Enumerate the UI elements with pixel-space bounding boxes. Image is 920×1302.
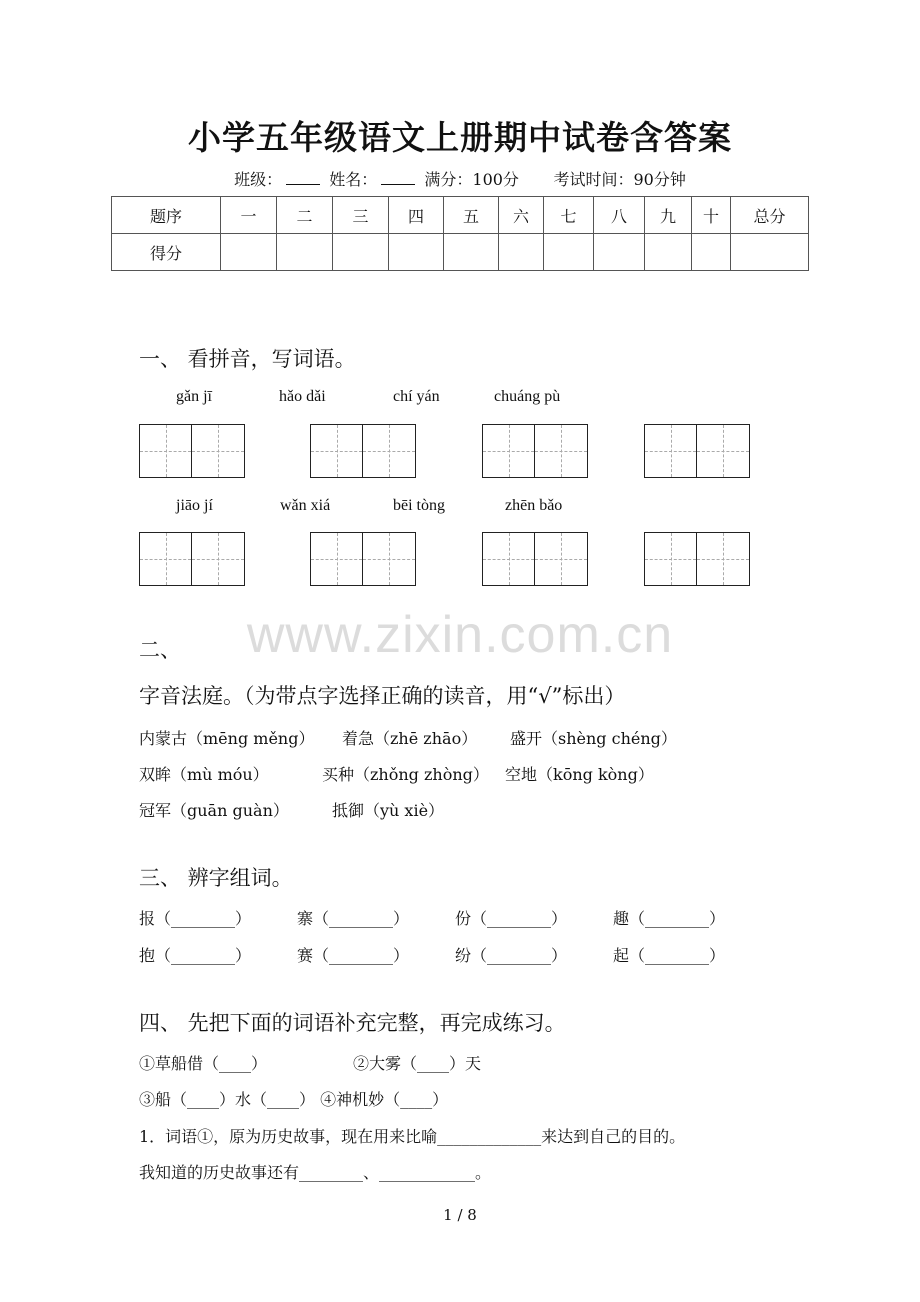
section4-heading: 四、 先把下面的词语补充完整，再完成练习。 bbox=[139, 1011, 566, 1035]
score-input-cell[interactable] bbox=[221, 234, 277, 271]
table-cell: 一 bbox=[221, 197, 277, 234]
idiom-item: ③船（____）水（____） ④神机妙（____） bbox=[139, 1090, 449, 1109]
score-input-cell[interactable] bbox=[444, 234, 499, 271]
page-title: 小学五年级语文上册期中试卷含答案 bbox=[188, 118, 732, 157]
table-cell: 七 bbox=[544, 197, 594, 234]
score-input-cell[interactable] bbox=[277, 234, 333, 271]
pronunciation-item: 买种（zhǒng zhòng） bbox=[322, 765, 489, 784]
full-score: 满分：100分 bbox=[424, 170, 519, 189]
exam-info bbox=[0, 167, 920, 190]
table-cell: 四 bbox=[389, 197, 444, 234]
pronunciation-item: 着急（zhē zhāo） bbox=[342, 729, 478, 748]
score-table-score-row bbox=[112, 234, 809, 271]
pronunciation-item: 内蒙古（mēng měng） bbox=[139, 729, 315, 748]
section1-heading: 一、 看拼音，写词语。 bbox=[139, 347, 356, 371]
word-group-item: 赛（________） bbox=[297, 946, 410, 965]
word-group-item: 纷（________） bbox=[455, 946, 568, 965]
word-group-item: 起（________） bbox=[613, 946, 726, 965]
name-label: 姓名： bbox=[329, 170, 378, 189]
table-cell: 得分 bbox=[112, 234, 221, 271]
exam-time: 考试时间：90分钟 bbox=[553, 170, 686, 189]
word-group-item: 寨（________） bbox=[297, 909, 410, 928]
section2-subheading: 字音法庭。（为带点字选择正确的读音，用“√”标出） bbox=[139, 684, 626, 708]
score-table bbox=[111, 196, 809, 271]
table-cell: 二 bbox=[277, 197, 333, 234]
pronunciation-item: 盛开（shèng chéng） bbox=[510, 729, 677, 748]
score-input-cell[interactable] bbox=[544, 234, 594, 271]
writing-grid[interactable] bbox=[482, 424, 588, 478]
pinyin-label: chí yán bbox=[393, 388, 440, 405]
score-table-header-row bbox=[112, 197, 809, 234]
word-group-item: 份（________） bbox=[455, 909, 568, 928]
score-input-cell[interactable] bbox=[731, 234, 809, 271]
pinyin-label: jiāo jí bbox=[176, 497, 213, 514]
word-group-item: 报（________） bbox=[139, 909, 252, 928]
score-input-cell[interactable] bbox=[333, 234, 389, 271]
score-input-cell[interactable] bbox=[389, 234, 444, 271]
name-blank bbox=[381, 170, 415, 185]
writing-grid[interactable] bbox=[139, 532, 245, 586]
watermark: www.zixin.com.cn bbox=[246, 606, 674, 664]
score-input-cell[interactable] bbox=[645, 234, 692, 271]
question-1: 1．词语①，原为历史故事，现在用来比喻_____________来达到自己的目的。 bbox=[139, 1127, 686, 1146]
pronunciation-item: 抵御（yù xiè） bbox=[332, 801, 445, 820]
pinyin-label: chuáng pù bbox=[494, 388, 561, 405]
idiom-item: ①草船借（____） bbox=[139, 1054, 268, 1073]
pinyin-label: zhēn bǎo bbox=[505, 497, 563, 514]
pinyin-label: wǎn xiá bbox=[280, 497, 331, 514]
pinyin-label: bēi tòng bbox=[393, 497, 445, 514]
writing-grid[interactable] bbox=[139, 424, 245, 478]
table-cell: 十 bbox=[692, 197, 731, 234]
class-blank bbox=[286, 170, 320, 185]
writing-grid[interactable] bbox=[482, 532, 588, 586]
word-group-item: 抱（________） bbox=[139, 946, 252, 965]
idiom-item: ②大雾（____）天 bbox=[353, 1054, 482, 1073]
section2-heading: 二、 bbox=[139, 638, 181, 662]
table-cell: 六 bbox=[499, 197, 544, 234]
word-group-item: 趣（________） bbox=[613, 909, 726, 928]
writing-grid[interactable] bbox=[644, 424, 750, 478]
score-input-cell[interactable] bbox=[499, 234, 544, 271]
writing-grid[interactable] bbox=[644, 532, 750, 586]
table-cell: 总分 bbox=[731, 197, 809, 234]
pronunciation-item: 双眸（mù móu） bbox=[139, 765, 269, 784]
pinyin-label: hǎo dǎi bbox=[279, 388, 326, 405]
question-1-continued: 我知道的历史故事还有________、____________。 bbox=[139, 1163, 492, 1182]
page-number: 1 / 8 bbox=[443, 1206, 477, 1224]
pinyin-label: gǎn jī bbox=[176, 388, 212, 405]
table-cell: 九 bbox=[645, 197, 692, 234]
pronunciation-item: 冠军（guān guàn） bbox=[139, 801, 289, 820]
table-cell: 八 bbox=[594, 197, 645, 234]
section3-heading: 三、 辨字组词。 bbox=[139, 866, 293, 890]
writing-grid[interactable] bbox=[310, 532, 416, 586]
pronunciation-item: 空地（kōng kòng） bbox=[505, 765, 654, 784]
writing-grid[interactable] bbox=[310, 424, 416, 478]
class-label: 班级： bbox=[234, 170, 283, 189]
table-cell: 题序 bbox=[112, 197, 221, 234]
table-cell: 三 bbox=[333, 197, 389, 234]
score-input-cell[interactable] bbox=[692, 234, 731, 271]
table-cell: 五 bbox=[444, 197, 499, 234]
score-input-cell[interactable] bbox=[594, 234, 645, 271]
